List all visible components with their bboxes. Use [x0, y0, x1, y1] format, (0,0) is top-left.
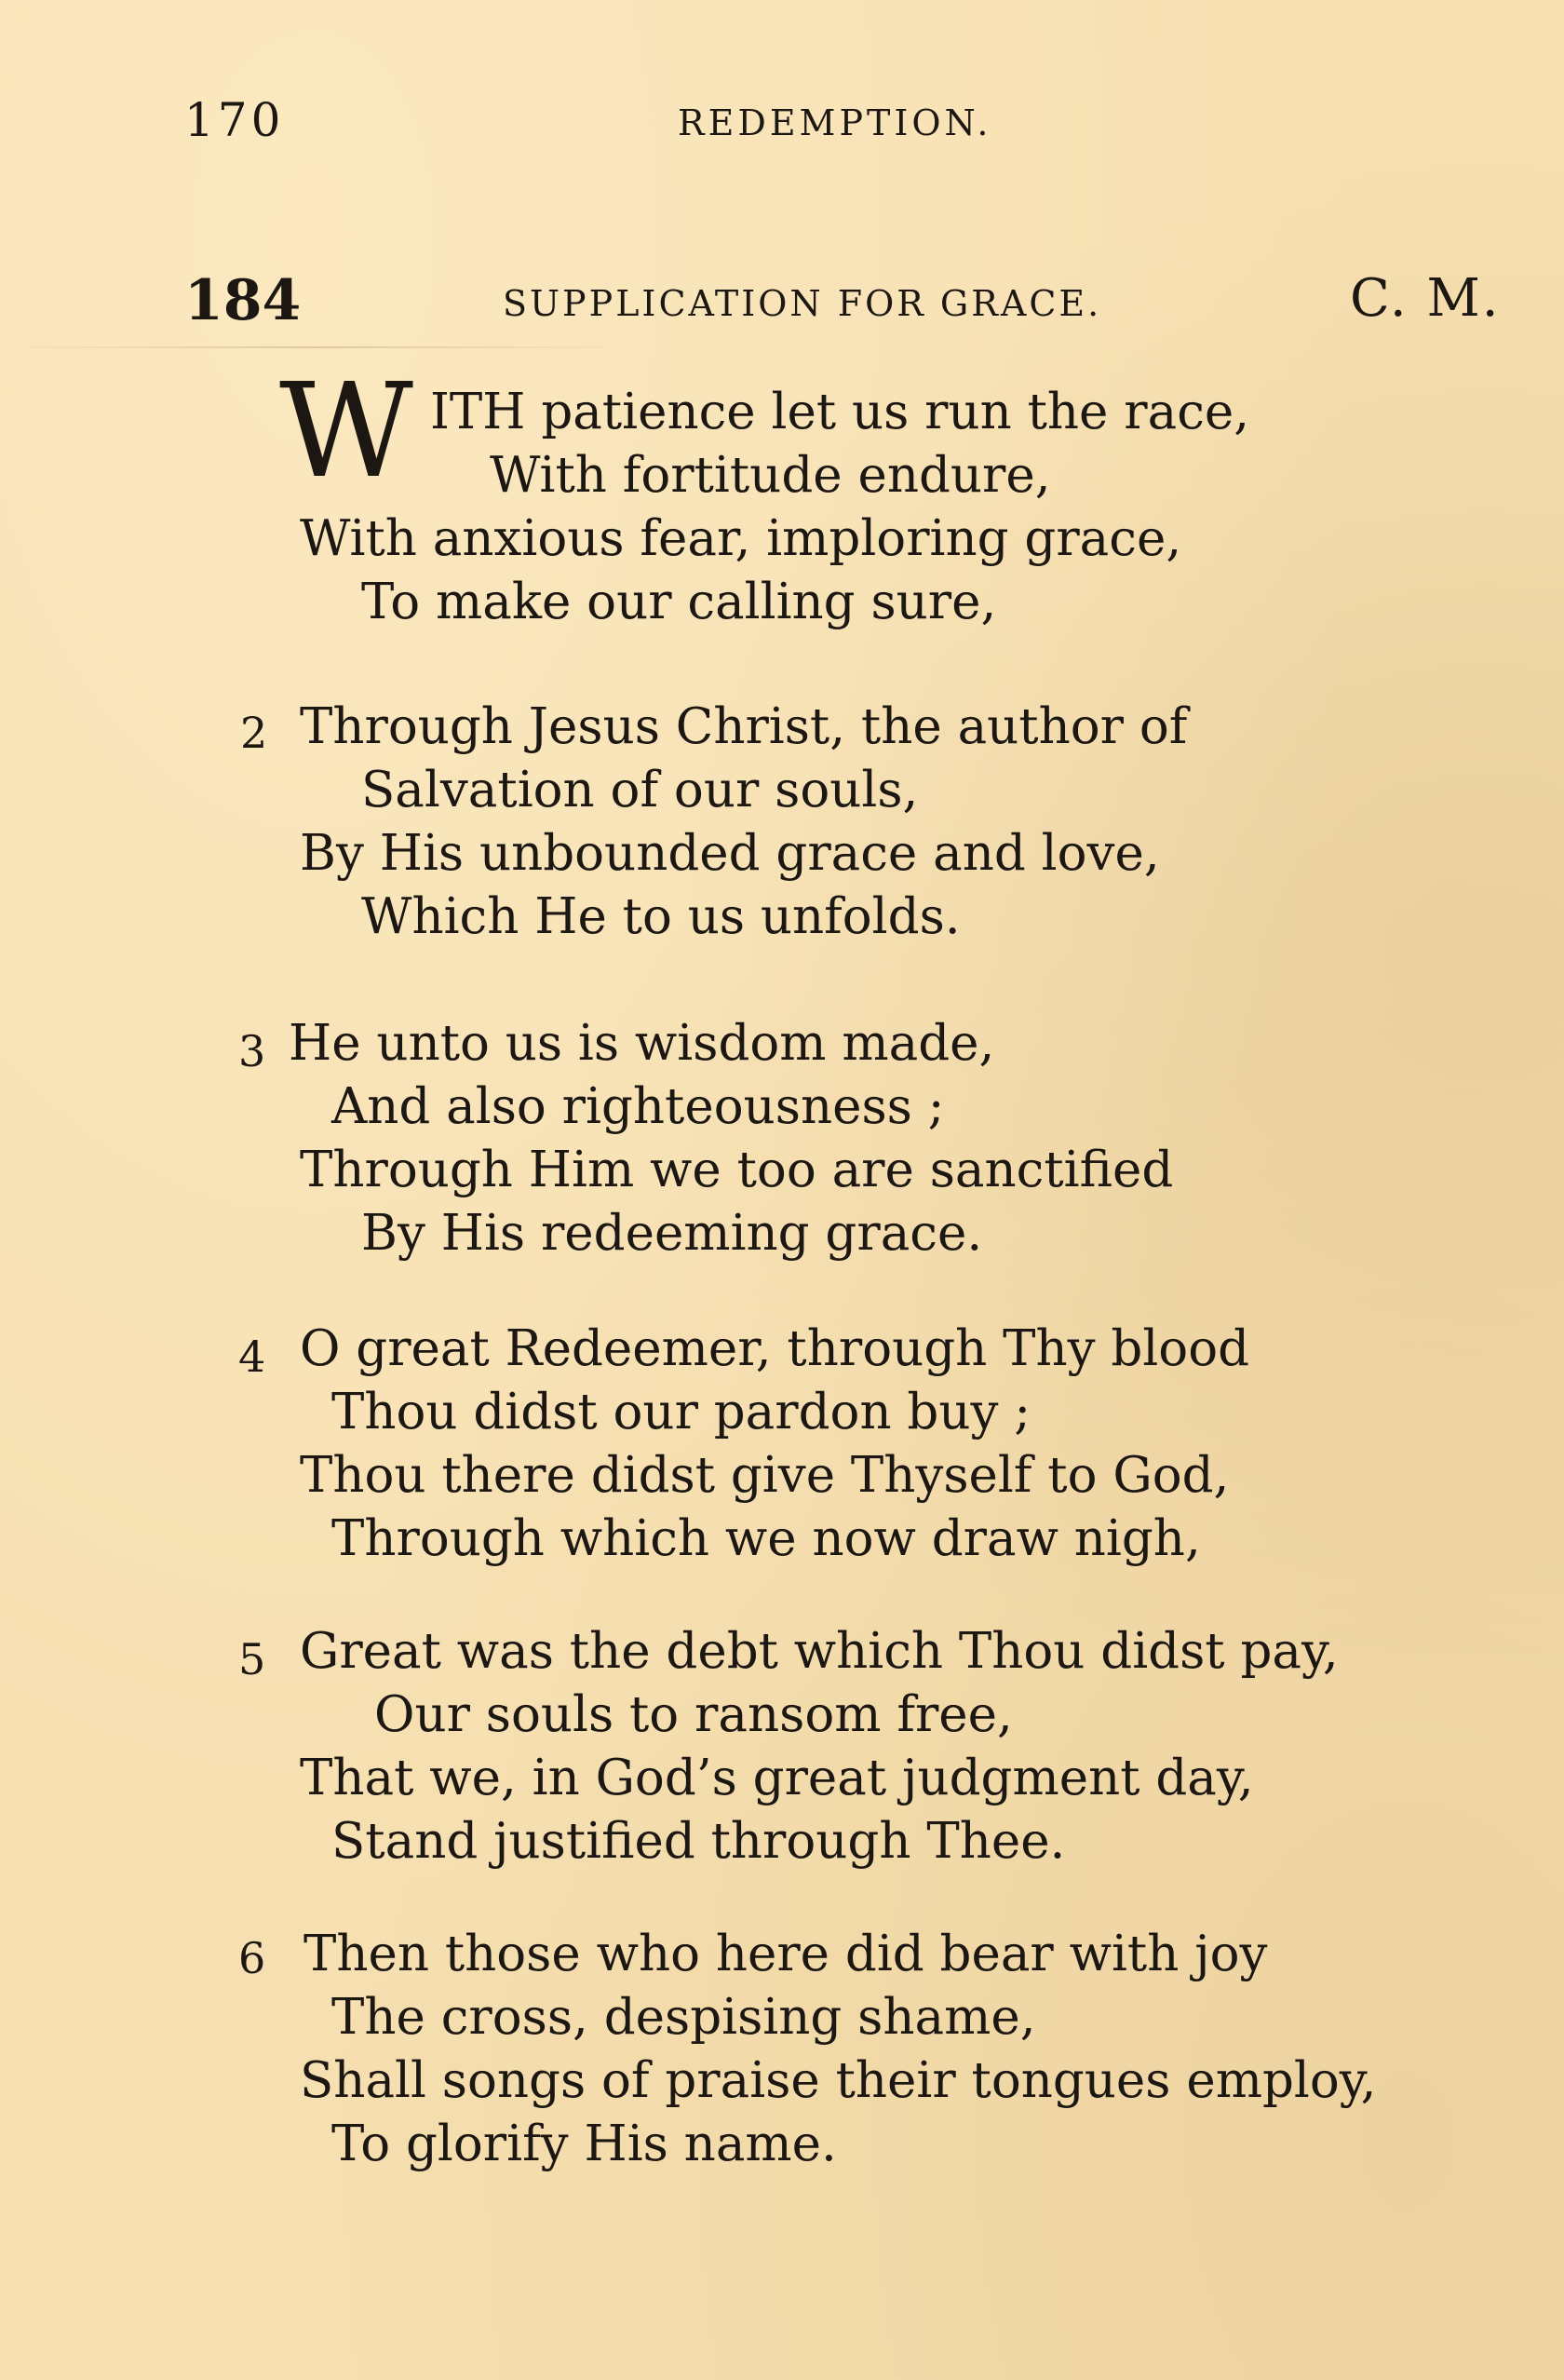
- hymn-header: [0, 268, 1564, 343]
- verse-number: 5: [238, 1634, 266, 1684]
- stanza-line: Salvation of our souls,: [361, 762, 919, 818]
- stanza-line: With anxious fear, imploring grace,: [300, 510, 1182, 567]
- stanza-line: The cross, despising shame,: [331, 1989, 1036, 2046]
- hymn-title: SUPPLICATION FOR GRACE.: [503, 283, 1102, 324]
- stanza-line: Great was the debt which Thou didst pay,: [300, 1623, 1339, 1680]
- verse-number: 4: [238, 1332, 266, 1382]
- stanza-line: Through Jesus Christ, the author of: [300, 698, 1188, 755]
- stanza-line: By His unbounded grace and love,: [300, 825, 1160, 882]
- stanza-line: That we, in God’s great judgment day,: [300, 1750, 1254, 1806]
- stanza-line: To glorify His name.: [331, 2116, 837, 2172]
- stanza-line: Our souls to ransom free,: [374, 1686, 1013, 1743]
- stanza-line: ITH patience let us run the race,: [430, 384, 1250, 440]
- stanza-line: Then those who here did bear with joy: [303, 1926, 1268, 1982]
- stanza-line: Thou didst our pardon buy ;: [331, 1384, 1031, 1440]
- stanza-line: Through Him we too are sanctified: [300, 1142, 1174, 1198]
- stanza-line: He unto us is wisdom made,: [289, 1015, 995, 1072]
- page-number: 170: [184, 93, 285, 147]
- stanza-line: Stand justified through Thee.: [331, 1813, 1066, 1870]
- stanza-line: Thou there didst give Thyself to God,: [300, 1447, 1230, 1504]
- hymn-number: 184: [184, 268, 302, 333]
- paper-crease: [0, 346, 633, 348]
- stanza-line: By His redeeming grace.: [361, 1205, 983, 1262]
- verse-number: 6: [238, 1933, 266, 1983]
- stanza-line: To make our calling sure,: [361, 574, 997, 630]
- stanza-line: Through which we now draw nigh,: [331, 1510, 1201, 1567]
- hymn-meter: C. M.: [1350, 268, 1501, 329]
- running-header: [0, 93, 1564, 158]
- stanza-line: And also righteousness ;: [331, 1078, 945, 1135]
- stanza-line: Shall songs of praise their tongues employ,: [300, 2052, 1377, 2109]
- drop-cap: W: [279, 356, 413, 507]
- stanza-line: With fortitude endure,: [490, 447, 1051, 504]
- stanza-line: Which He to us unfolds.: [361, 888, 961, 945]
- verse-number: 2: [240, 708, 268, 758]
- running-title: REDEMPTION.: [678, 102, 992, 143]
- verse-number: 3: [238, 1026, 266, 1076]
- stanza-line: O great Redeemer, through Thy blood: [300, 1320, 1250, 1377]
